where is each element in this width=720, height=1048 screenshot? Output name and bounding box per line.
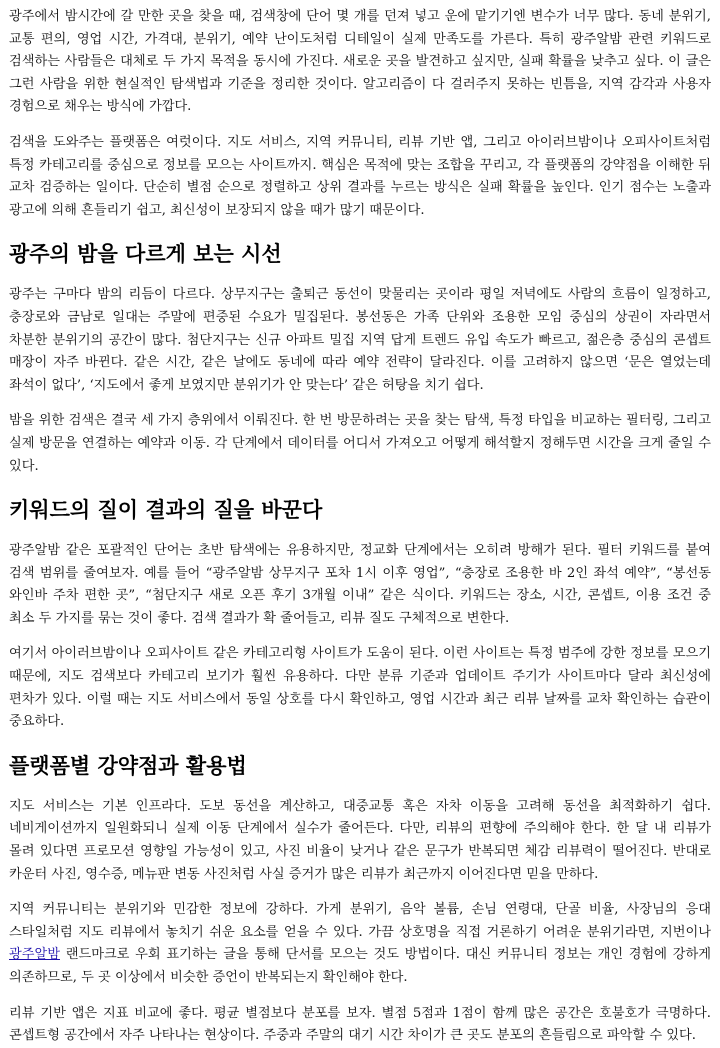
section2-paragraph-1: 광주알밤 같은 포괄적인 단어는 초반 탐색에는 유용하지만, 정교화 단계에서는 오히려 방해가 된다. 필터 키워드를 붙여 검색 범위를 줄여보자. 예를 들어 “광주알밤 상무지구 포차 1시 이후 영업”, “충장로 조용한 바 2인 좌석 예약”, “봉선동 와인바 주차 편한 곳”, “첨단지구 새로 오픈 후기 3개월 이내” 같은 식이다. 키워드는 장소, 시간, 콘셉트, 이용 조건 중 최소 두 가지를 묶는 것이 좋다. 검색 결과가 확 줄어들고, 리뷰 질도 구체적으로 변한다. [9, 543, 711, 626]
section3-paragraph-2-text-before: 지역 커뮤니티는 분위기와 민감한 정보에 강하다. 가게 분위기, 음악 볼륨, 손님 연령대, 단골 비율, 사장님의 응대 스타일처럼 지도 리뷰에서 놓치기 쉬운 요소를 얻을 수 있다. 가끔 상호명을 직접 거론하기 어려운 분위기라면, 지번이나 [9, 902, 711, 940]
section3-paragraph-3: 리뷰 기반 앱은 지표 비교에 좋다. 평균 별점보다 분포를 보자. 별점 5점과 1점이 함께 많은 공간은 호불호가 극명하다. 콘셉트형 공간에서 자주 나타나는 현상이다. 주중과 주말의 대기 시간 차이가 큰 곳도 분포의 흔들림으로 파악할 수 있다. [9, 1005, 711, 1044]
section3-paragraph-2-text-after: 랜드마크로 우회 표기하는 글을 통해 단서를 모으는 것도 방법이다. 대신 커뮤니티 정보는 개인 경험에 강하게 의존하므로, 두 곳 이상에서 비슷한 증언이 반복되는지 확인해야 한다. [9, 947, 711, 985]
section1-paragraph-1: 광주는 구마다 밤의 리듬이 다르다. 상무지구는 출퇴근 동선이 맞물리는 곳이라 평일 저녁에도 사람의 흐름이 일정하고, 충장로와 금남로 일대는 주말에 편중된 수요가 밀집된다. 봉선동은 가족 단위와 조용한 모임 중심의 상권이 자라면서 차분한 분위기의 공간이 많다. 첨단지구는 신규 아파트 밀집 지역 답게 트렌드 유입 속도가 빠르고, 젊은층 중심의 콘셉트 매장이 자주 바뀐다. 같은 시간, 같은 날에도 동네에 따라 예약 전략이 달라진다. 이를 고려하지 않으면 ‘문은 열었는데 좌석이 없다’, ‘지도에서 좋게 보였지만 분위기가 안 맞는다’ 같은 허탕을 치기 쉽다. [9, 287, 711, 393]
section3-paragraph-2 [9, 899, 711, 989]
intro-paragraph-1: 광주에서 밤시간에 갈 만한 곳을 찾을 때, 검색창에 단어 몇 개를 던져 넣고 운에 맡기기엔 변수가 너무 많다. 동네 분위기, 교통 편의, 영업 시간, 가격대, 분위기, 예약 난이도처럼 디테일이 실제 만족도를 가른다. 특히 광주알밤 관련 키워드로 검색하는 사람들은 대체로 두 가지 목적을 동시에 가진다. 새로운 곳을 발견하고 싶지만, 실패 확률을 낮추고 싶다. 이 글은 그런 사람을 위한 현실적인 탐색법과 기준을 정리한 것이다. 알고리즘이 다 걸러주지 못하는 빈틈을, 지역 감각과 사용자 경험으로 채우는 방식에 가깝다. [9, 9, 711, 115]
section-heading-platform-strengths: 플랫폼별 강약점과 활용법 [9, 753, 247, 778]
intro-paragraph-2: 검색을 도와주는 플랫폼은 여럿이다. 지도 서비스, 지역 커뮤니티, 리뷰 기반 앱, 그리고 아이러브밤이나 오피사이트처럼 특정 카테고리를 중심으로 정보를 모으는 사이트까지. 핵심은 목적에 맞는 조합을 꾸리고, 각 플랫폼의 강약점을 이해한 뒤 교차 검증하는 일이다. 단순히 별점 순으로 정렬하고 상위 결과를 누르는 방식은 실패 확률을 높인다. 인기 점수는 노출과 광고에 의해 흔들리기 쉽고, 최신성이 보장되지 않을 때가 많기 때문이다. [9, 134, 711, 218]
section3-paragraph-1: 지도 서비스는 기본 인프라다. 도보 동선을 계산하고, 대중교통 혹은 자차 이동을 고려해 동선을 최적화하기 쉽다. 네비게이션까지 일원화되니 실제 이동 단계에서 실수가 줄어든다. 다만, 리뷰의 편향에 주의해야 한다. 한 달 내 리뷰가 몰려 있다면 프로모션 영향일 가능성이 있고, 사진 비율이 낮거나 같은 문구가 반복되면 체감 리뷰력이 떨어진다. 반대로 카운터 사진, 영수증, 메뉴판 변동 사진처럼 사실 증거가 많은 리뷰가 최근까지 이어진다면 믿을 만하다. [9, 798, 711, 882]
section-heading-keyword-quality: 키워드의 질이 결과의 질을 바꾼다 [9, 498, 323, 523]
section-heading-night-perspective: 광주의 밤을 다르게 보는 시선 [9, 242, 282, 267]
gwangju-albam-link[interactable]: 광주알밤 [9, 947, 60, 963]
section2-paragraph-2: 여기서 아이러브밤이나 오피사이트 같은 카테고리형 사이트가 도움이 된다. 이런 사이트는 특정 범주에 강한 정보를 모으기 때문에, 지도 검색보다 카테고리 보기가 훨씬 유용하다. 다만 분류 기준과 업데이트 주기가 사이트마다 달라 최신성에 편차가 있다. 이럴 때는 지도 서비스에서 동일 상호를 다시 확인하고, 영업 시간과 최근 리뷰 날짜를 교차 확인하는 습관이 중요하다. [9, 646, 711, 730]
section1-paragraph-2: 밤을 위한 검색은 결국 세 가지 층위에서 이뤄진다. 한 번 방문하려는 곳을 찾는 탐색, 특정 타입을 비교하는 필터링, 그리고 실제 방문을 연결하는 예약과 이동. 각 단계에서 데이터를 어디서 가져오고 어떻게 해석할지 정해두면 시간을 크게 줄일 수 있다. [9, 413, 711, 474]
